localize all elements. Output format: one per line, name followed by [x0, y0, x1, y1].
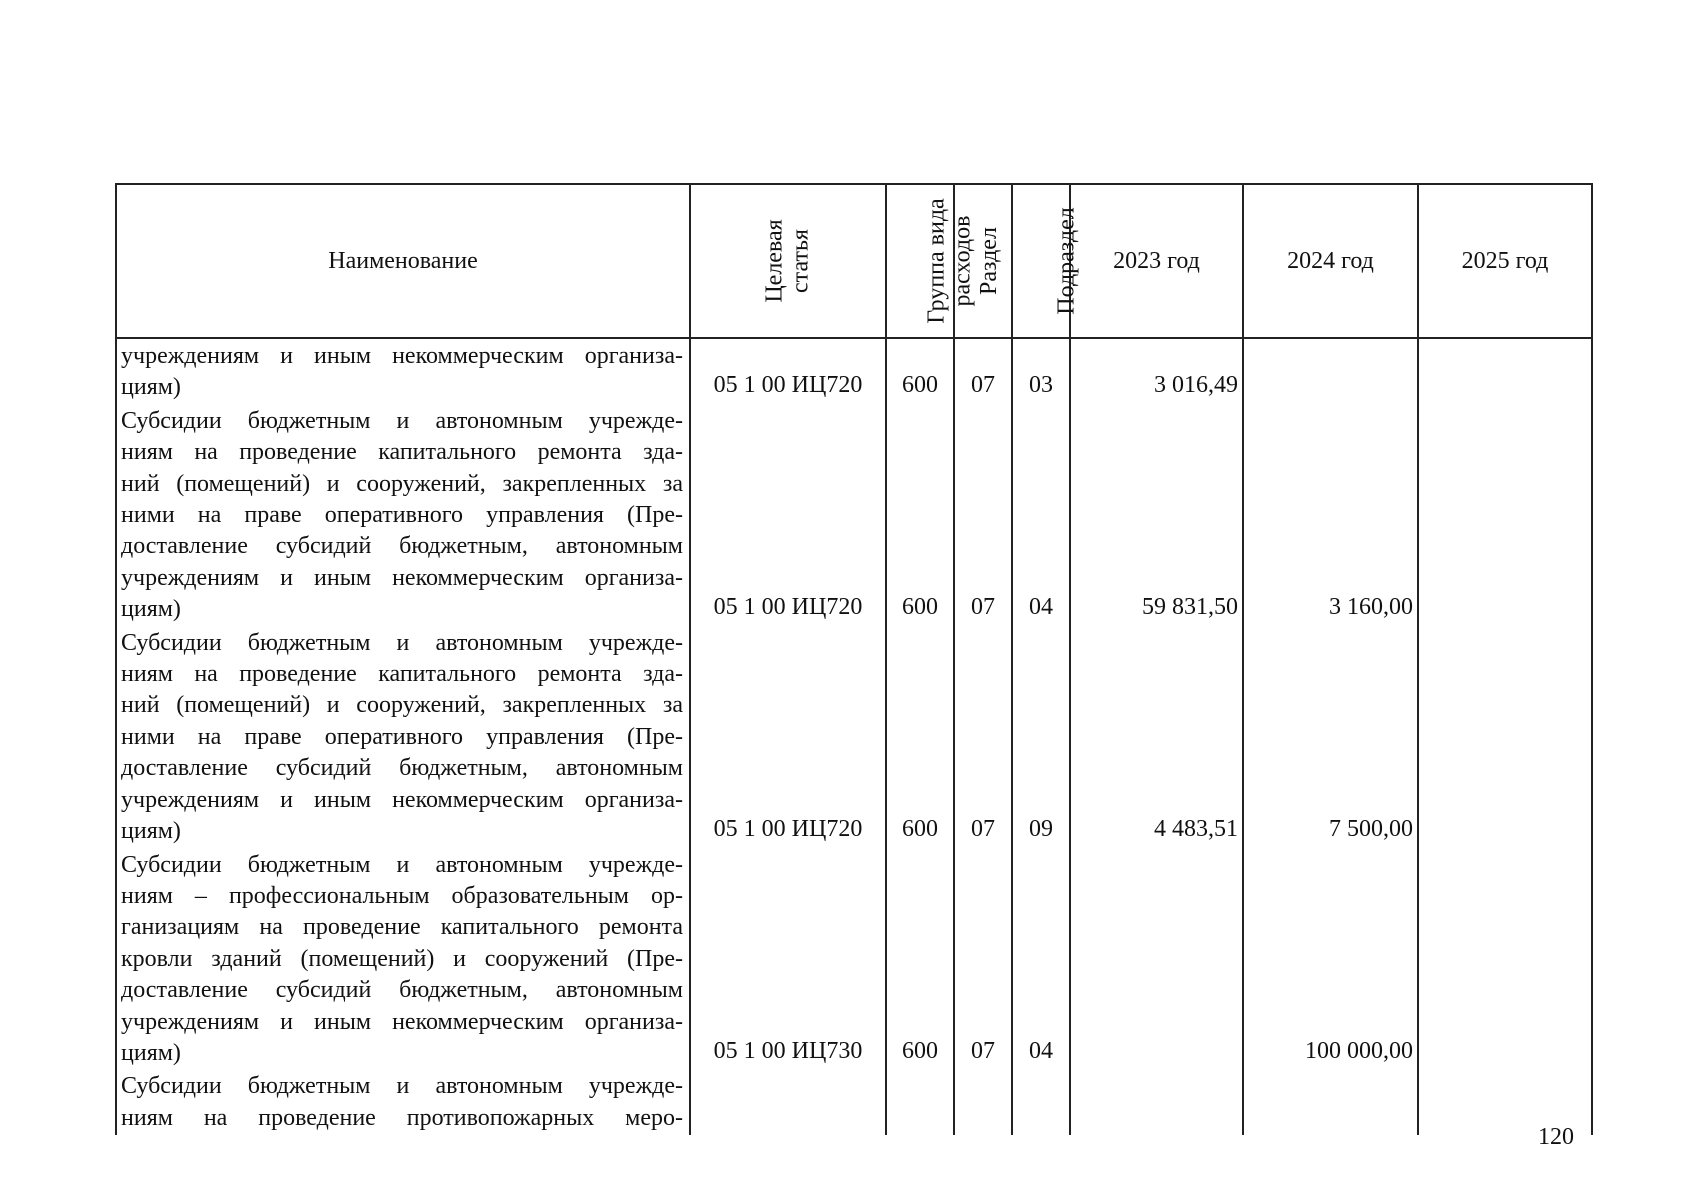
- row-2023: [1070, 848, 1243, 1070]
- row-section: [954, 1069, 1012, 1135]
- row-target-article: 05 1 00 ИЦ720: [690, 626, 886, 848]
- row-target-article: 05 1 00 ИЦ730: [690, 848, 886, 1070]
- row-section: 07: [954, 848, 1012, 1070]
- table-row: [116, 1069, 1592, 1135]
- header-subsection: Подраздел: [1012, 184, 1070, 338]
- row-name: Субсидии бюджетным и автономным учрежде- ниям на проведение противопожарных меро-: [116, 1069, 690, 1135]
- header-target-article: Целевая статья: [690, 184, 886, 338]
- row-2025: [1418, 848, 1592, 1070]
- row-section: 07: [954, 626, 1012, 848]
- row-2024: 100 000,00: [1243, 848, 1418, 1070]
- budget-table: [115, 183, 1593, 1135]
- row-2025: [1418, 626, 1592, 848]
- row-2023: 3 016,49: [1070, 338, 1243, 404]
- page-number: 120: [1538, 1124, 1574, 1150]
- row-2023: [1070, 1069, 1243, 1135]
- table-header-row: [116, 184, 1592, 338]
- row-2024: [1243, 1069, 1418, 1135]
- row-target-article: [690, 1069, 886, 1135]
- row-2024: [1243, 338, 1418, 404]
- row-expense-group: 600: [886, 338, 954, 404]
- row-expense-group: 600: [886, 404, 954, 626]
- header-2023: 2023 год: [1070, 184, 1243, 338]
- header-2025: 2025 год: [1418, 184, 1592, 338]
- row-2023: 4 483,51: [1070, 626, 1243, 848]
- row-expense-group: 600: [886, 626, 954, 848]
- row-2025: [1418, 404, 1592, 626]
- row-2025: [1418, 338, 1592, 404]
- table-row: [116, 848, 1592, 1070]
- header-2024: 2024 год: [1243, 184, 1418, 338]
- row-name: учреждениям и иным некоммерческим организа- циям): [116, 338, 690, 404]
- row-name: Субсидии бюджетным и автономным учрежде- ниям – профессиональным образовательным ор- ганизациям на проведение капитального ремонта кровли зданий (помещений) и сооружений (Пре- доставление субсидий бюджетным, автономным учреждениям и иным некоммерческим организа- циям): [116, 848, 690, 1070]
- row-subsection: 04: [1012, 848, 1070, 1070]
- row-section: 07: [954, 338, 1012, 404]
- row-expense-group: [886, 1069, 954, 1135]
- row-subsection: 03: [1012, 338, 1070, 404]
- header-section: Раздел: [954, 184, 1012, 338]
- row-name: Субсидии бюджетным и автономным учрежде- ниям на проведение капитального ремонта зда- ний (помещений) и сооружений, закрепленных за ними на праве оперативного управления (Пре- доставление субсидий бюджетным, автономным учреждениям и иным некоммерческим организа- циям): [116, 626, 690, 848]
- table-row: [116, 338, 1592, 404]
- row-name: Субсидии бюджетным и автономным учрежде- ниям на проведение капитального ремонта зда- ний (помещений) и сооружений, закрепленных за ними на праве оперативного управления (Пре- доставление субсидий бюджетным, автономным учреждениям и иным некоммерческим организа- циям): [116, 404, 690, 626]
- row-target-article: 05 1 00 ИЦ720: [690, 404, 886, 626]
- row-section: 07: [954, 404, 1012, 626]
- row-2023: 59 831,50: [1070, 404, 1243, 626]
- table-row: [116, 404, 1592, 626]
- row-target-article: 05 1 00 ИЦ720: [690, 338, 886, 404]
- header-name: Наименование: [116, 184, 690, 338]
- row-subsection: 09: [1012, 626, 1070, 848]
- header-expense-group: Группа вида расходов: [886, 184, 954, 338]
- row-subsection: [1012, 1069, 1070, 1135]
- table-row: [116, 626, 1592, 848]
- row-2024: 3 160,00: [1243, 404, 1418, 626]
- row-2024: 7 500,00: [1243, 626, 1418, 848]
- row-subsection: 04: [1012, 404, 1070, 626]
- row-expense-group: 600: [886, 848, 954, 1070]
